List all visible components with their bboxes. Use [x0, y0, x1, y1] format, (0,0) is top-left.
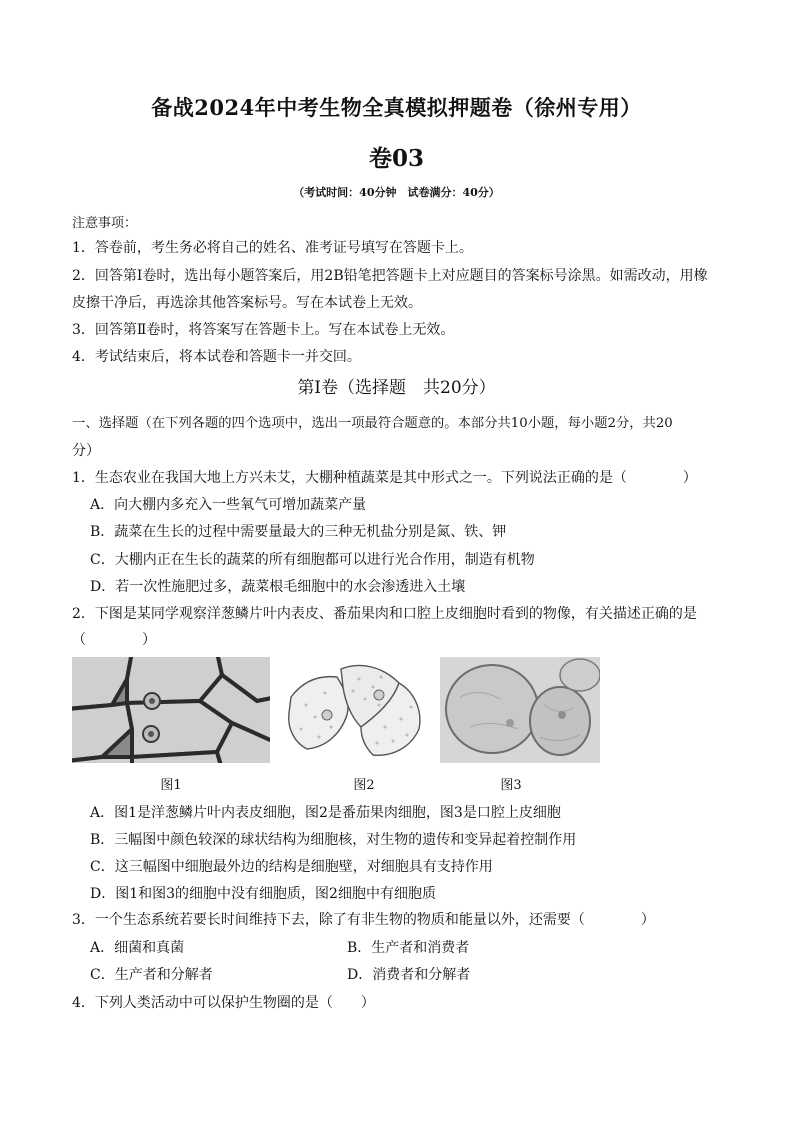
note-item: 1．答卷前，考生务必将自己的姓名、准考证号填写在答题卡上。	[72, 240, 473, 256]
question-3-option-d: D．消费者和分解者	[347, 967, 471, 983]
question-3-option-a: A．细菌和真菌	[90, 940, 185, 956]
question-1-option-b: B．蔬菜在生长的过程中需要量最大的三种无机盐分别是氮、铁、钾	[90, 524, 507, 540]
question-2-option-b: B．三幅图中颜色较深的球状结构为细胞核，对生物的遗传和变异起着控制作用	[90, 832, 577, 848]
question-1-option-c: C．大棚内正在生长的蔬菜的所有细胞都可以进行光合作用，制造有机物	[90, 552, 535, 568]
question-4-stem: 4．下列人类活动中可以保护生物圈的是（ ）	[72, 995, 375, 1011]
notes-heading: 注意事项：	[72, 216, 138, 231]
question-1-option-a: A．向大棚内多充入一些氧气可增加蔬菜产量	[90, 497, 367, 513]
question-3-stem: 3．一个生态系统若要长时间维持下去，除了有非生物的物质和能量以外，还需要（ ）	[72, 912, 655, 928]
figure-1-caption: 图1	[160, 778, 182, 793]
question-2-option-d: D．图1和图3的细胞中没有细胞质，图2细胞中有细胞质	[90, 886, 436, 902]
exam-subtitle: 卷03	[368, 145, 424, 172]
exam-info: （考试时间：40分钟 试卷满分：40分）	[293, 186, 500, 199]
note-item: 4．考试结束后，将本试卷和答题卡一并交回。	[72, 349, 361, 365]
question-2-stem: 2．下图是某同学观察洋葱鳞片叶内表皮、番茄果肉和口腔上皮细胞时看到的物像，有关描述正确的是	[72, 606, 697, 622]
section-instructions-cont: 分）	[72, 443, 100, 459]
question-1-stem: 1．生态农业在我国大地上方兴未艾，大棚种植蔬菜是其中形式之一。下列说法正确的是（ ）	[72, 470, 697, 486]
figure-3-caption: 图3	[500, 778, 522, 793]
question-3-option-b: B．生产者和消费者	[347, 940, 470, 956]
question-3-option-c: C．生产者和分解者	[90, 967, 213, 983]
question-1-option-d: D．若一次性施肥过多，蔬菜根毛细胞中的水会渗透进入土壤	[90, 579, 466, 595]
note-item: 3．回答第Ⅱ卷时，将答案写在答题卡上。写在本试卷上无效。	[72, 322, 455, 338]
section-instructions: 一、选择题（在下列各题的四个选项中，选出一项最符合题意的。本部分共10小题，每小题2分，共20	[72, 416, 673, 431]
question-2-option-a: A．图1是洋葱鳞片叶内表皮细胞，图2是番茄果肉细胞，图3是口腔上皮细胞	[90, 805, 561, 821]
note-item: 2．回答第Ⅰ卷时，选出每小题答案后，用2B铅笔把答题卡上对应题目的答案标号涂黑。如需改动，用橡	[72, 268, 708, 284]
exam-title: 备战2024年中考生物全真模拟押题卷（徐州专用）	[151, 95, 642, 120]
question-2-stem-cont: （ ）	[72, 632, 156, 648]
question-2-option-c: C．这三幅图中细胞最外边的结构是细胞壁，对细胞具有支持作用	[90, 859, 493, 875]
tomato-pulp-figure	[281, 657, 431, 763]
figure-2-caption: 图2	[353, 778, 375, 793]
note-item: 皮擦干净后，再选涂其他答案标号。写在本试卷上无效。	[72, 295, 422, 311]
onion-epidermis-figure	[72, 657, 270, 763]
section-title: 第Ⅰ卷（选择题 共20分）	[297, 378, 496, 398]
oral-epithelium-figure	[440, 657, 600, 763]
